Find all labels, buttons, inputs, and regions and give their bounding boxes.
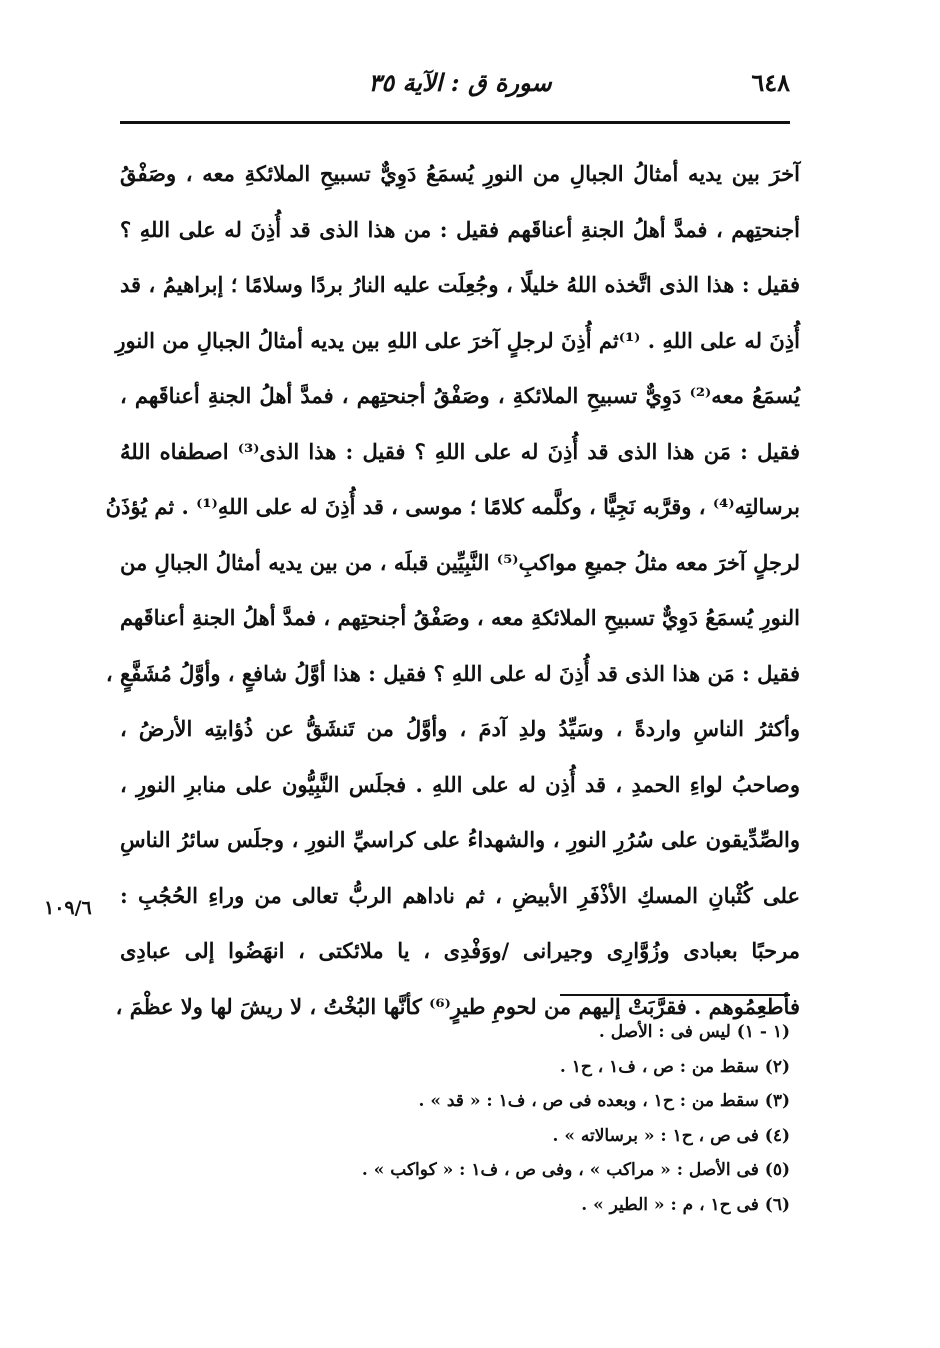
header-divider xyxy=(120,121,790,124)
page-number: ٦٤٨ xyxy=(751,68,790,97)
footnote: (٦) فى ح١ ، م : « الطير » . xyxy=(581,1194,790,1215)
text-line: النورِ يُسمَعُ دَوِيٌّ تسبيحِ الملائكةِ معه ، وصَفْقُ أجنحتِهم ، فمدَّ أهلُ الجنةِ أعناقَهم xyxy=(119,605,800,630)
footnote: (١ - ١) ليس فى : الأصل . xyxy=(598,1022,790,1042)
margin-reference: ١٠٩/٦ xyxy=(44,897,92,919)
text-line: أجنحتِهم ، فمدَّ أهلُ الجنةِ أعناقَهم فقيل : من هذا الذى قد أُذِنَ له على اللهِ ؟ xyxy=(120,216,800,242)
text-line: أُذِنَ له على اللهِ . ⁽¹⁾ثم أُذِنَ لرجلٍ آخرَ على اللهِ بين يديه أمثالُ الجبالِ من النورِ xyxy=(115,327,800,353)
main-text xyxy=(105,146,800,1034)
text-line: فقيل : هذا الذى اتَّخذه اللهُ خليلًا ، وجُعِلَت عليه النارُ بردًا وسلامًا ؛ إبراهيمُ ، قد xyxy=(120,272,800,297)
text-line: والصِّدِّيقون على سُرُرِ النورِ ، والشهداءُ على كراسيِّ النورِ ، وجلَس سائرُ الناسِ xyxy=(120,827,800,852)
footnotes xyxy=(300,1015,790,1222)
footnote: (٣) سقط من : ح١ ، وبعده فى ص ، ف١ : « قد » . xyxy=(418,1091,790,1111)
text-line: فأطعِمُوهم . فقرَّبَتْ إليهم من لحومِ طيرٍ⁽⁶⁾ كأنَّها البُخْتُ ، لا ريشَ لها ولا عظْمَ ، xyxy=(115,993,800,1019)
text-line: وأكثرُ الناسِ واردةً ، وسَيِّدُ ولدِ آدمَ ، وأوَّلُ من تَنشَقُّ عن ذُؤابتِه الأرضُ ، xyxy=(120,716,800,741)
footnote-divider xyxy=(560,994,790,996)
footnote: (٥) فى الأصل : « مراكب » ، وفى ص ، ف١ : « كواكب » . xyxy=(361,1160,790,1180)
text-line: على كُثْبانِ المسكِ الأذْفَرِ الأبيضِ ، ثم ناداهم الربُّ تعالى من وراءِ الحُجُبِ : xyxy=(120,882,800,908)
text-line: وصاحبُ لواءِ الحمدِ ، قد أُذِن له على اللهِ . فجلَس النَّبِيُّون على منابرِ النورِ ، xyxy=(120,771,800,797)
text-line: لرجلٍ آخرَ معه مثلُ جميعِ مواكبِ⁽⁵⁾ النَّبِيِّين قبلَه ، من بين يديه أمثالُ الجبالِ من xyxy=(120,549,800,575)
text-line: مرحبًا بعبادى وزُوَّارِى وجيرانى /ووَفْدِى ، يا ملائكتى ، انهَضُوا إلى عبادِى xyxy=(120,938,800,963)
running-title: سورة ق : الآية ٣٥ xyxy=(368,68,552,97)
footnote: (٤) فى ص ، ح١ : « برسالاته » . xyxy=(552,1125,790,1146)
page-header xyxy=(120,66,790,106)
text-line: برسالتِه⁽⁴⁾ ، وقرَّبه نَجِيًّا ، وكلَّمه كلامًا ؛ موسى ، قد أُذِنَ له على اللهِ⁽¹⁾ . ثم يُؤذَنُ xyxy=(105,494,800,519)
text-line: فقيل : مَن هذا الذى قد أُذِنَ له على اللهِ ؟ فقيل : هذا أوَّلُ شافعٍ ، وأوَّلُ مُشَفَّعٍ ، xyxy=(105,660,800,686)
footnote: (٢) سقط من : ص ، ف١ ، ح١ . xyxy=(559,1056,790,1077)
text-line: آخرَ بين يديه أمثالُ الجبالِ من النورِ يُسمَعُ دَوِيٌّ تسبيحِ الملائكةِ معه ، وصَفْقُ xyxy=(120,161,800,186)
text-line: فقيل : مَن هذا الذى قد أُذِنَ له على اللهِ ؟ فقيل : هذا الذى⁽³⁾ اصطفاه اللهُ xyxy=(120,438,800,464)
text-line: يُسمَعُ معه⁽²⁾ دَوِيٌّ تسبيحِ الملائكةِ ، وصَفْقُ أجنحتِهم ، فمدَّ أهلُ الجنةِ أعناقَهم ، xyxy=(120,383,800,408)
